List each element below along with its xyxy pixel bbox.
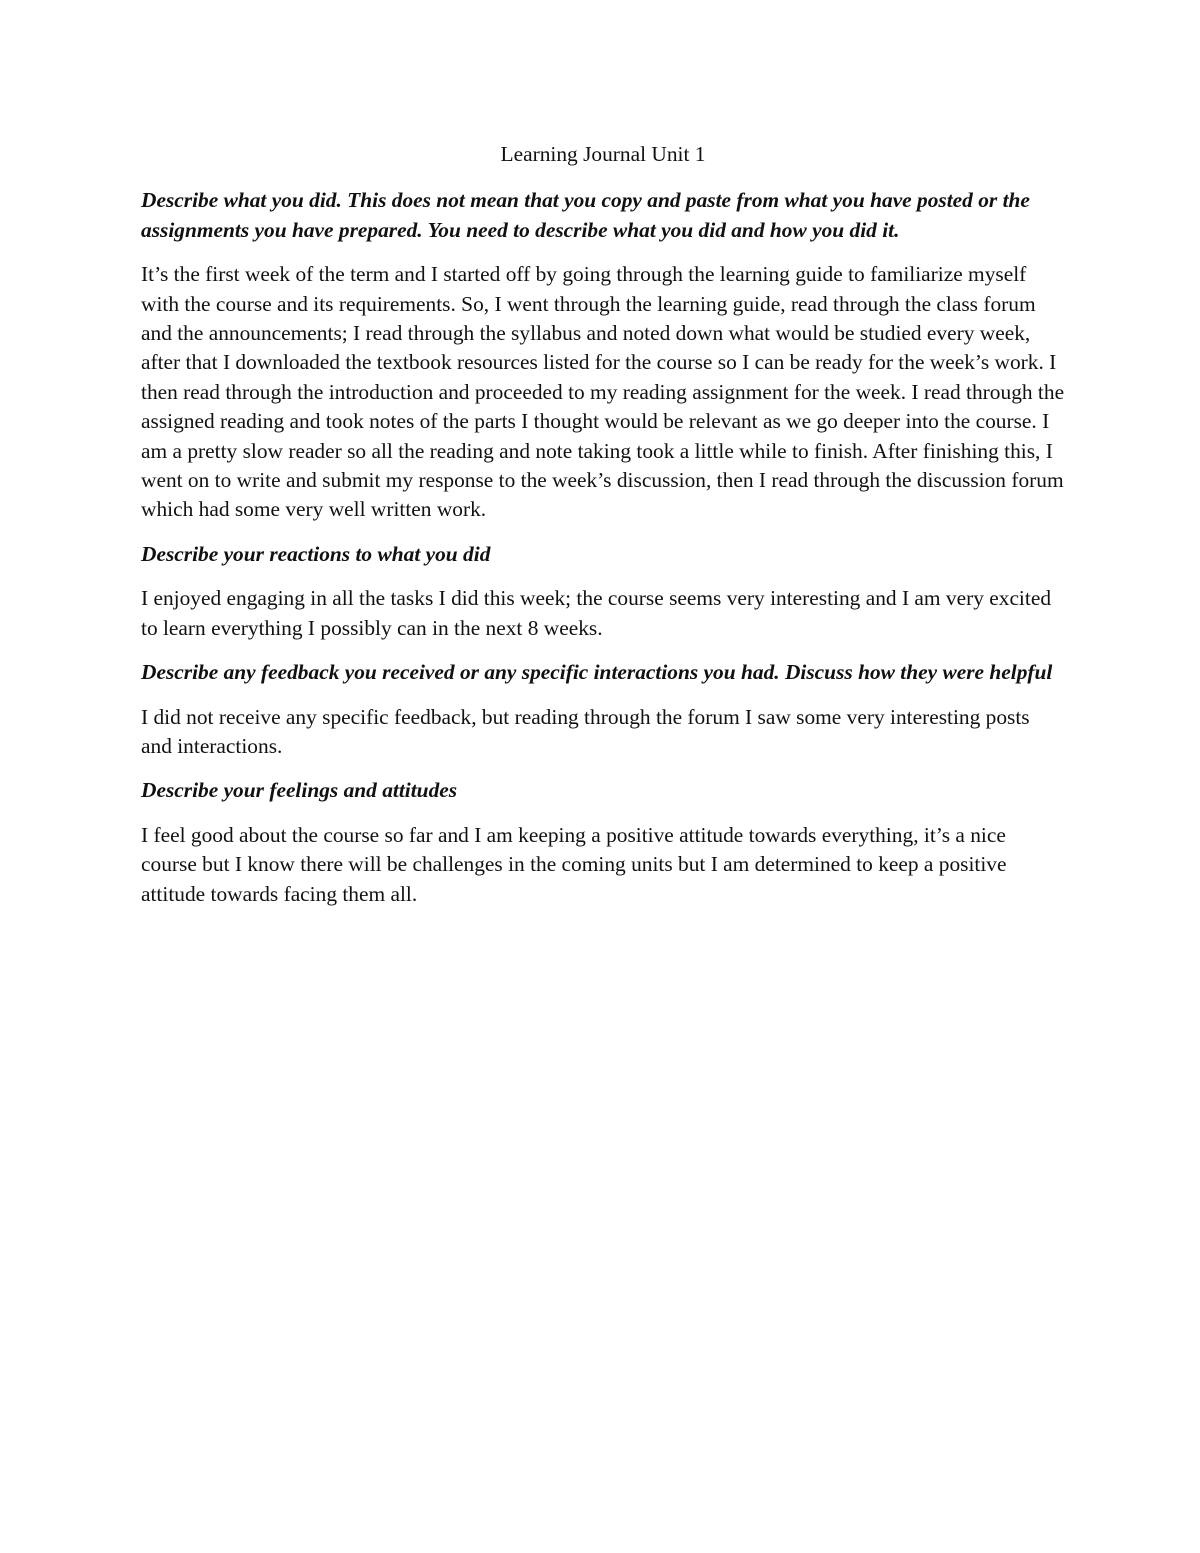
prompt-reactions: Describe your reactions to what you did — [141, 541, 491, 566]
prompt-feedback: Describe any feedback you received or any specific interactions you had. Discuss how they were helpful — [141, 660, 1053, 685]
answer-feelings: I feel good about the course so far and I am keeping a positive attitude towards everything, it’s a nice course but I know there will be challenges in the coming units but I am determined to keep a positive attitude towards facing them all. — [141, 822, 1007, 906]
answer-reactions: I enjoyed engaging in all the tasks I did this week; the course seems very interesting and I am very excited to learn everything I possibly can in the next 8 weeks. — [141, 586, 1052, 640]
answer-what-you-did: It’s the first week of the term and I started off by going through the learning guide to familiarize myself with the course and its requirements. So, I went through the learning guide, read through the class forum and the announcements; I read through the syllabus and noted down what would be studied every week, after that I downloaded the textbook resources listed for the course so I can be ready for the week’s work. I then read through the introduction and proceeded to my reading assignment for the week. I read through the assigned reading and took notes of the parts I thought would be relevant as we go deeper into the course. I am a pretty slow reader so all the reading and note taking took a little while to finish. After finishing this, I went on to write and submit my response to the week’s discussion, then I read through the discussion forum which had some very well written work. — [141, 262, 1065, 522]
answer-feedback: I did not receive any specific feedback, but reading through the forum I saw some very interesting posts and interactions. — [141, 704, 1030, 758]
prompt-what-you-did: Describe what you did. This does not mean that you copy and paste from what you have posted or the assignments you have prepared. You need to describe what you did and how you did it. — [141, 188, 1030, 242]
prompt-feelings: Describe your feelings and attitudes — [141, 778, 458, 803]
document-title: Learning Journal Unit 1 — [500, 142, 706, 166]
document-body — [141, 140, 1065, 924]
